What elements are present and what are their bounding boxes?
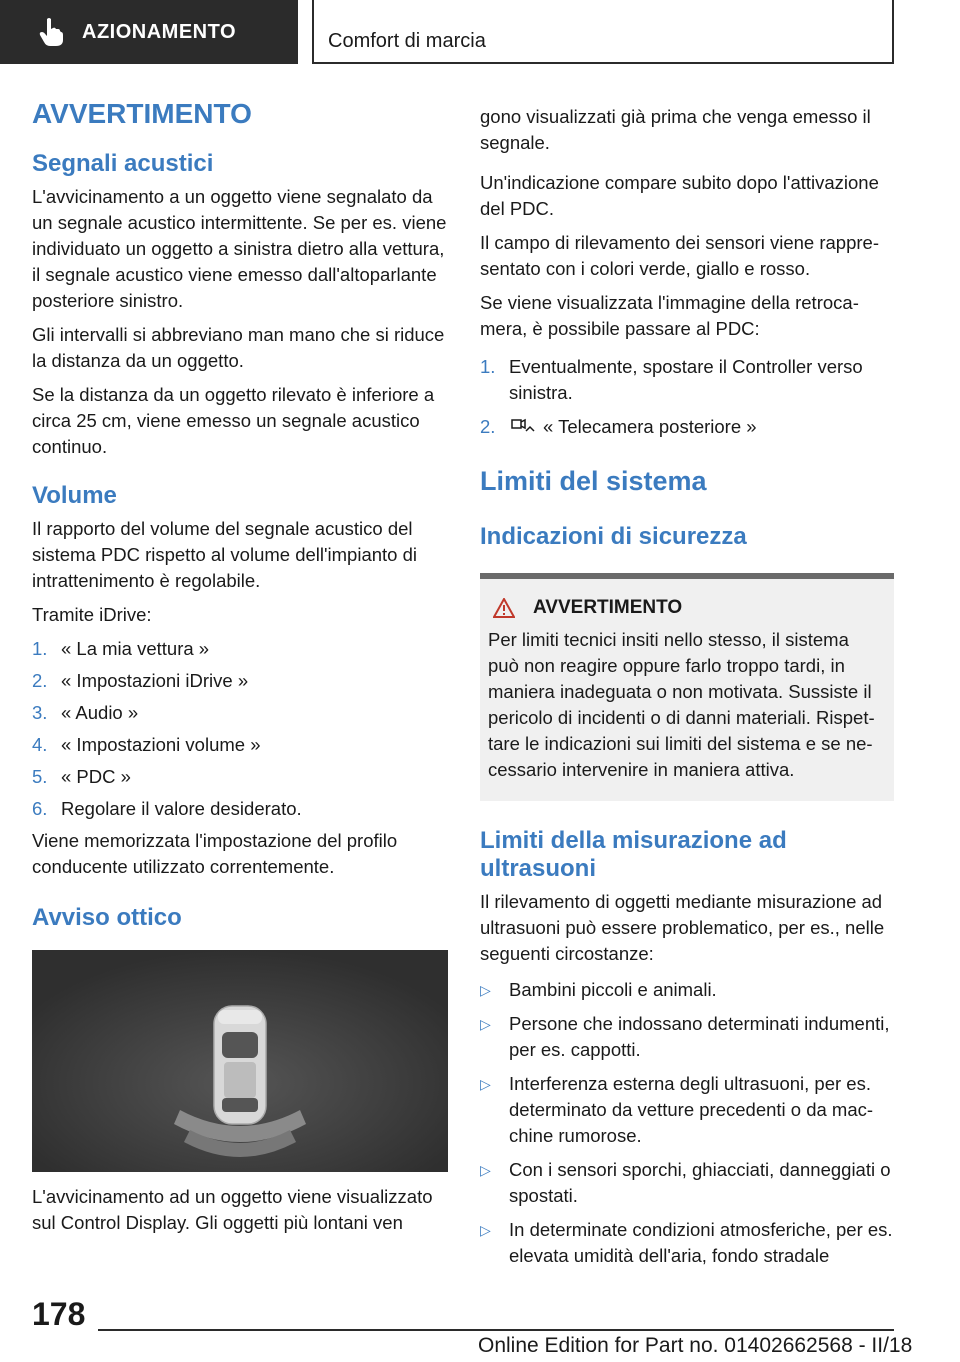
acoustic-paragraph-3: Se la distanza da un oggetto rilevato è inferiore a circa 25 cm, viene emesso un segnale acustico continuo. bbox=[32, 384, 435, 457]
ultrasonic-paragraph-1: Il rilevamento di oggetti mediante misurazione ad ultrasuoni può essere problematico, per es., nelle seguenti circostanze: bbox=[480, 891, 885, 964]
page-number: 178 bbox=[32, 1296, 86, 1332]
list-item: 4. « Impostazioni volume » bbox=[32, 734, 261, 755]
pdc-car-illustration bbox=[32, 950, 448, 1172]
volume-paragraph-1: Il rapporto del volume del segnale acustico del sistema PDC rispetto al volume dell'impianto di intrattenimento è regolabile. bbox=[32, 518, 417, 591]
ultrasonic-heading: Limiti della misurazione ad ultrasuoni bbox=[480, 827, 787, 882]
optical-paragraph-1: L'avvicinamento ad un oggetto viene visualizzato sul Control Display. Gli oggetti più lontani ven bbox=[32, 1186, 433, 1233]
list-item: 6. Regolare il valore desiderato. bbox=[32, 798, 302, 819]
list-item: ▷ Bambini piccoli e animali. bbox=[480, 979, 717, 1000]
warning-title: AVVERTIMENTO bbox=[32, 98, 252, 129]
section-tab-label: AZIONAMENTO bbox=[82, 20, 237, 43]
list-item: ▷ Interferenza esterna degli ultrasuoni, per es. determinato da vetture precedenti o da macchine rumorose. bbox=[480, 1073, 874, 1146]
rear-camera-icon bbox=[509, 414, 535, 436]
list-item: 2. « Telecamera posteriore » bbox=[480, 416, 757, 437]
list-item: ▷ Persone che indossano determinati indumenti, per es. cappotti. bbox=[480, 1013, 890, 1060]
right-paragraph-1: gono visualizzati già prima che venga emesso il segnale. bbox=[480, 106, 871, 153]
chapter-tab-label: Comfort di marcia bbox=[328, 30, 486, 52]
list-item: 1. « La mia vettura » bbox=[32, 638, 210, 659]
list-item: 5. « PDC » bbox=[32, 766, 131, 787]
acoustic-paragraph-2: Gli intervalli si abbreviano man mano che si riduce la distanza da un oggetto. bbox=[32, 324, 445, 371]
volume-paragraph-3: Viene memorizzata l'impostazione del profilo conducente utilizzato correntemente. bbox=[32, 830, 398, 877]
volume-paragraph-2: Tramite iDrive: bbox=[32, 604, 152, 625]
camera-steps bbox=[480, 354, 896, 440]
ultrasonic-limits-list bbox=[480, 977, 896, 1269]
edition-footer: Online Edition for Part no. 01402662568 - II/18 bbox=[478, 1334, 913, 1357]
list-item: 3. « Audio » bbox=[32, 702, 139, 723]
idrive-steps bbox=[32, 636, 448, 822]
footer-rule bbox=[98, 1329, 894, 1331]
list-item: ▷ Con i sensori sporchi, ghiacciati, danneggiati o spostati. bbox=[480, 1159, 891, 1206]
volume-heading: Volume bbox=[32, 482, 117, 509]
safety-heading: Indicazioni di sicurezza bbox=[480, 523, 747, 550]
right-paragraph-3: Il campo di rilevamento dei sensori viene rappresentato con i colori verde, giallo e rosso. bbox=[480, 232, 879, 279]
list-item: 2. « Impostazioni iDrive » bbox=[32, 670, 249, 691]
acoustic-heading: Segnali acustici bbox=[32, 150, 214, 177]
hand-pointer-icon bbox=[38, 17, 64, 47]
right-paragraph-4: Se viene visualizzata l'immagine della retrocamera, è possibile passare al PDC: bbox=[480, 292, 859, 339]
acoustic-paragraph-1: L'avvicinamento a un oggetto viene segnalato da un segnale acustico intermittente. Se per es. viene individuato un oggetto a sinistra dietro alla vettura, il segnale acustico viene emesso dall'altoparlante posteriore sinistro. bbox=[32, 186, 447, 311]
list-item: 1. Eventualmente, spostare il Controller verso sinistra. bbox=[480, 356, 863, 403]
chapter-tab[interactable] bbox=[312, 0, 894, 64]
left-column bbox=[32, 98, 448, 1236]
section-tab[interactable] bbox=[0, 0, 298, 64]
right-paragraph-2: Un'indicazione compare subito dopo l'attivazione del PDC. bbox=[480, 172, 879, 219]
list-item: ▷ In determinate condizioni atmosferiche, per es. elevata umidità dell'aria, fondo stradale bbox=[480, 1219, 893, 1266]
optical-heading: Avviso ottico bbox=[32, 904, 182, 931]
warning-triangle-icon bbox=[493, 598, 515, 618]
warning-box-title: AVVERTIMENTO bbox=[533, 597, 683, 618]
limits-heading: Limiti del sistema bbox=[480, 466, 707, 496]
car-top-view-icon bbox=[32, 950, 448, 1172]
warning-box-text: Per limiti tecnici insiti nello stesso, il sistema può non reagire oppure farlo troppo tardi, in maniera inadeguata o non motivata. Sussiste il pericolo di incidenti o di danni materiali. Rispettare le indicazioni sui limiti del sistema e se necessario intervenire in maniera attiva. bbox=[488, 629, 875, 780]
right-column bbox=[480, 104, 896, 1269]
warning-box bbox=[480, 573, 894, 801]
